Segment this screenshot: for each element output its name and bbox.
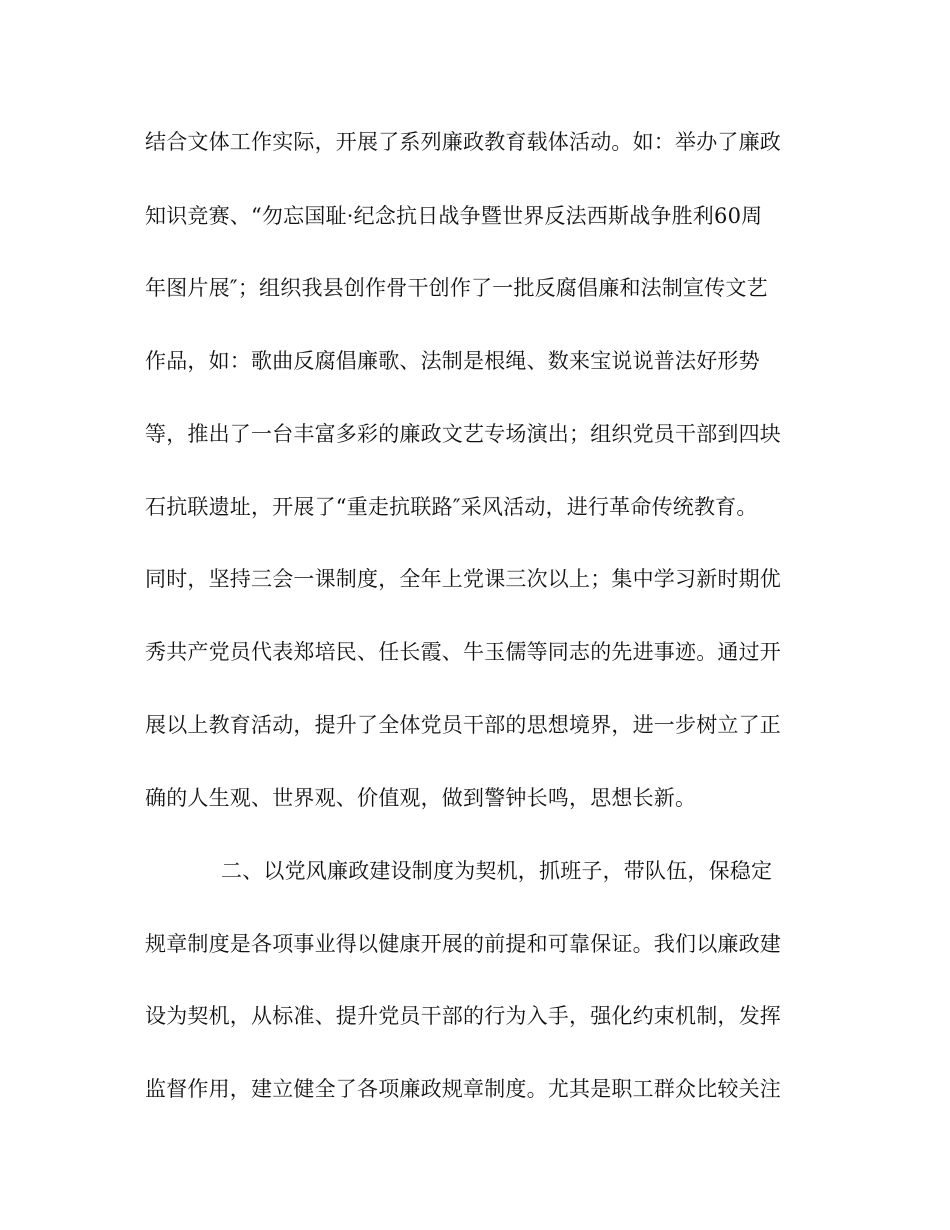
body-text-line: 设为契机，从标准、提升党员干部的行为入手，强化约束机制，发挥 — [145, 1004, 781, 1028]
body-text-line: 秀共产党员代表郑培民、任长霞、牛玉儒等同志的先进事迹。通过开 — [145, 640, 781, 664]
body-text-line: 石抗联遗址，开展了“重走抗联路″采风活动，进行革命传统教育。 — [145, 495, 758, 519]
body-text-line: 展以上教育活动，提升了全体党员干部的思想境界，进一步树立了正 — [145, 713, 781, 737]
body-text-line: 结合文体工作实际，开展了系列廉政教育载体活动。如：举办了廉政 — [145, 130, 781, 154]
body-text-line: 同时，坚持三会一课制度，全年上党课三次以上；集中学习新时期优 — [145, 567, 781, 591]
body-text-line: 确的人生观、世界观、价值观，做到警钟长鸣，思想长新。 — [145, 786, 697, 810]
body-text-line: 规章制度是各项事业得以健康开展的前提和可靠保证。我们以廉政建 — [145, 932, 781, 956]
section-heading: 二、以党风廉政建设制度为契机，抓班子，带队伍，保稳定 — [221, 859, 773, 883]
body-text-line: 作品，如：歌曲反腐倡廉歌、法制是根绳、数来宝说说普法好形势 — [145, 349, 760, 373]
body-text-line: 监督作用，建立健全了各项廉政规章制度。尤其是职工群众比较关注 — [145, 1077, 781, 1101]
body-text-line: 知识竞赛、“勿忘国耻·纪念抗日战争暨世界反法西斯战争胜利60周 — [145, 204, 763, 228]
body-text-line: 等，推出了一台丰富多彩的廉政文艺专场演出；组织党员干部到四块 — [145, 422, 781, 446]
body-text-line: 年图片展″；组织我县创作骨干创作了一批反腐倡廉和法制宣传文艺 — [145, 276, 768, 300]
